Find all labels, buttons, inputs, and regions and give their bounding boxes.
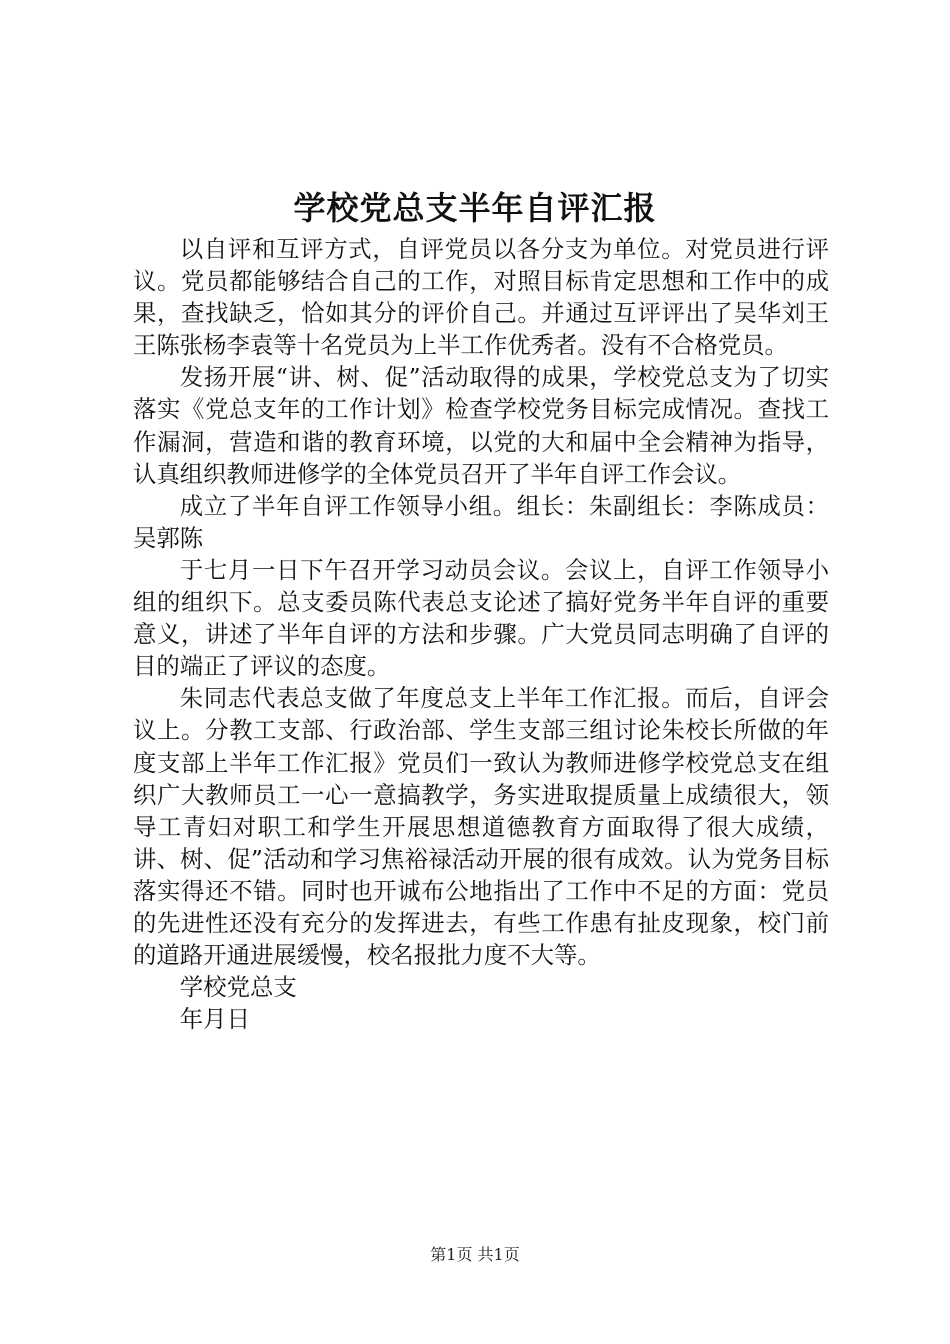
paragraph-5: 朱同志代表总支做了年度总支上半年工作汇报。而后，自评会议上。分教工支部、行政治部、学生支部三组讨论朱校长所做的年度支部上半年工作汇报》党员们一致认为教师进修学校党总支在组织广大教师员工一心一意搞教学，务实进取提质量上成绩很大，领导工青妇对职工和学生开展思想道德教育方面取得了很大成绩，讲、树、促”活动和学习焦裕禄活动开展的很有成效。认为党务目标落实得还不错。同时也开诚布公地指出了工作中不足的方面：党员的先进性还没有充分的发挥进去，有些工作患有扯皮现象，校门前的道路开通进展缓慢，校名报批力度不大等。 (133, 684, 829, 970)
document-title: 学校党总支半年自评汇报 (293, 189, 657, 227)
paragraph-3: 成立了半年自评工作领导小组。组长：朱副组长：李陈成员：吴郭陈 (133, 491, 829, 552)
page-footer: 第1页 共1页 (430, 1245, 520, 1264)
paragraph-1: 以自评和互评方式，自评党员以各分支为单位。对党员进行评议。党员都能够结合自己的工作，对照目标肯定思想和工作中的成果，查找缺乏，恰如其分的评价自己。并通过互评评出了吴华刘王王陈张杨李袁等十名党员为上半工作优秀者。没有不合格党员。 (133, 235, 829, 360)
signature: 学校党总支 (179, 973, 297, 1002)
paragraph-2: 发扬开展“讲、树、促”活动取得的成果，学校党总支为了切实落实《党总支年的工作计划》检查学校党务目标完成情况。查找工作漏洞，营造和谐的教育环境，以党的大和届中全会精神为指导，认真组织教师进修学的全体党员召开了半年自评工作会议。 (133, 363, 829, 488)
document-body (133, 233, 829, 1035)
paragraph-4: 于七月一日下午召开学习动员会议。会议上，自评工作领导小组的组织下。总支委员陈代表总支论述了搞好党务半年自评的重要意义，讲述了半年自评的方法和步骤。广大党员同志明确了自评的目的端正了评议的态度。 (133, 555, 829, 681)
date-line: 年月日 (179, 1005, 250, 1034)
